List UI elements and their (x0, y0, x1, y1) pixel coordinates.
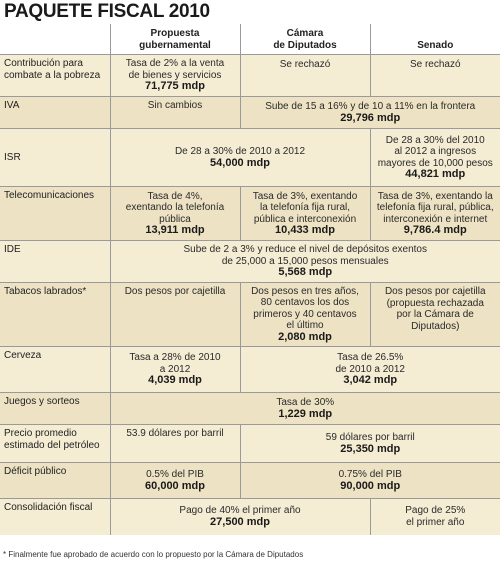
cell-diputados: Dos pesos en tres años, 80 centavos los dos primeros y 40 centavos el último 2,080 mdp (240, 283, 370, 347)
cell-senado: Dos pesos por cajetilla (propuesta rechazada por la Cámara de Diputados) (370, 283, 500, 347)
cell-all: Tasa de 30% 1,229 mdp (110, 393, 500, 425)
row-label: Consolidación fiscal (0, 499, 110, 535)
cell-senado: Se rechazó (370, 55, 500, 97)
header-blank (0, 24, 110, 55)
row-label: Juegos y sorteos (0, 393, 110, 425)
row-label: ISR (0, 129, 110, 187)
amount: 1,229 mdp (278, 407, 333, 420)
amount: 13,911 mdp (145, 224, 205, 236)
fiscal-table (0, 24, 500, 535)
cell-all: Sube de 2 a 3% y reduce el nivel de depósitos exentos de 25,000 a 15,000 pesos mensuales 5,568 mdp (110, 241, 500, 283)
footnote: * Finalmente fue aprobado de acuerdo con lo propuesto por la Cámara de Diputados (3, 550, 304, 559)
row-iva (0, 97, 500, 129)
row-label: Precio promedio estimado del petróleo (0, 425, 110, 463)
cell-diputados-senado: Sube de 15 a 16% y de 10 a 11% en la frontera 29,796 mdp (240, 97, 500, 129)
header-senado: Senado (370, 24, 500, 55)
cell-gubernamental-diputados: De 28 a 30% de 2010 a 2012 54,000 mdp (110, 129, 370, 187)
amount: 71,775 mdp (145, 80, 205, 93)
row-pobreza (0, 55, 500, 97)
amount: 2,080 mdp (278, 330, 332, 343)
page-title: PAQUETE FISCAL 2010 (4, 1, 210, 22)
amount: 90,000 mdp (340, 479, 401, 492)
cell-diputados-senado: 59 dólares por barril 25,350 mdp (240, 425, 500, 463)
cell-gubernamental-diputados: Pago de 40% el primer año 27,500 mdp (110, 499, 370, 535)
cell-senado: Tasa de 3%, exentando la telefonía fija rural, pública, interconexión e internet 9,786.4 mdp (370, 187, 500, 241)
row-telecom (0, 187, 500, 241)
row-label: IDE (0, 241, 110, 283)
cell-gubernamental: 53.9 dólares por barril (110, 425, 240, 463)
cell-gubernamental: Tasa de 4%, exentando la telefonía pública 13,911 mdp (110, 187, 240, 241)
cell-gubernamental: 0.5% del PIB 60,000 mdp (110, 463, 240, 499)
cell-senado: Pago de 25% el primer año (370, 499, 500, 535)
row-label: Tabacos labrados* (0, 283, 110, 347)
cell-diputados-senado: Tasa de 26.5% de 2010 a 2012 3,042 mdp (240, 347, 500, 393)
amount: 44,821 mdp (405, 168, 466, 180)
row-isr (0, 129, 500, 187)
cell-senado: De 28 a 30% del 2010 al 2012 a ingresos mayores de 10,000 pesos 44,821 mdp (370, 129, 500, 187)
row-deficit (0, 463, 500, 499)
amount: 54,000 mdp (210, 156, 270, 169)
amount: 27,500 mdp (210, 515, 270, 528)
amount: 4,039 mdp (148, 374, 202, 387)
cell-diputados: Tasa de 3%, exentando la telefonía fija rural, pública e interconexión 10,433 mdp (240, 187, 370, 241)
row-consolidacion (0, 499, 500, 535)
row-label: Telecomunicaciones (0, 187, 110, 241)
cell-diputados-senado: 0.75% del PIB 90,000 mdp (240, 463, 500, 499)
amount: 5,568 mdp (278, 266, 333, 279)
row-petroleo (0, 425, 500, 463)
amount: 29,796 mdp (340, 111, 401, 124)
row-tabacos (0, 283, 500, 347)
row-label: Déficit público (0, 463, 110, 499)
cell-gubernamental: Sin cambios (110, 97, 240, 129)
cell-diputados: Se rechazó (240, 55, 370, 97)
row-label: IVA (0, 97, 110, 129)
amount: 10,433 mdp (275, 224, 335, 236)
cell-gubernamental: Dos pesos por cajetilla (110, 283, 240, 347)
row-ide (0, 241, 500, 283)
cell-gubernamental: Tasa a 28% de 2010 a 2012 4,039 mdp (110, 347, 240, 393)
amount: 60,000 mdp (145, 479, 205, 492)
row-label: Contribución para combate a la pobreza (0, 55, 110, 97)
row-label: Cerveza (0, 347, 110, 393)
header-diputados: Cámara de Diputados (240, 24, 370, 55)
cell-gubernamental: Tasa de 2% a la venta de bienes y servicios 71,775 mdp (110, 55, 240, 97)
row-cerveza (0, 347, 500, 393)
amount: 3,042 mdp (343, 374, 398, 387)
amount: 25,350 mdp (340, 442, 401, 455)
row-juegos (0, 393, 500, 425)
amount: 9,786.4 mdp (403, 224, 467, 236)
header-gubernamental: Propuesta gubernamental (110, 24, 240, 55)
